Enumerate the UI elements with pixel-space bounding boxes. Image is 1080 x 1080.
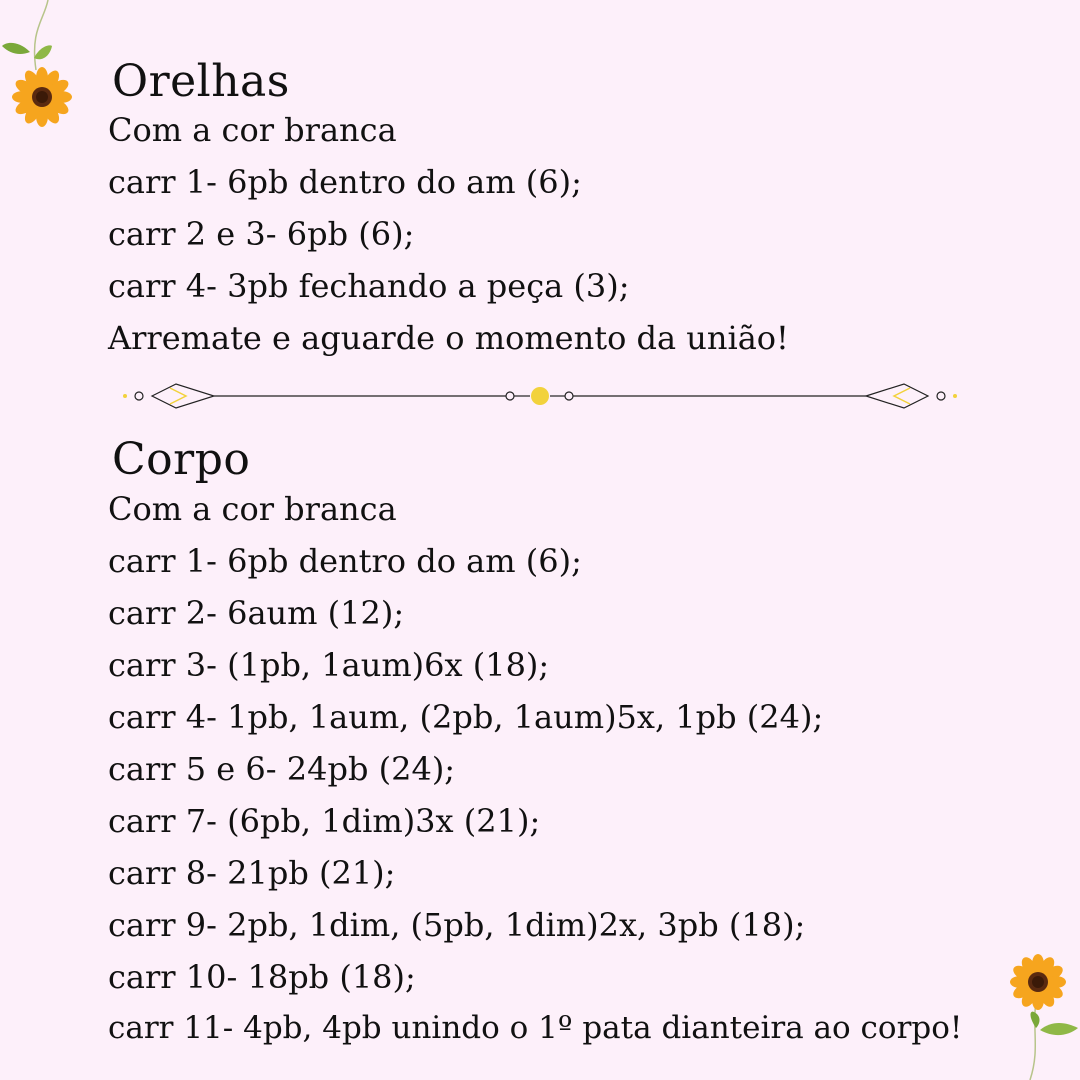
sunflower-bottom-right-icon bbox=[1000, 950, 1080, 1080]
instruction-line: carr 11- 4pb, 4pb unindo o 1º pata dianteira ao corpo! bbox=[108, 1010, 963, 1046]
instruction-line: carr 9- 2pb, 1dim, (5pb, 1dim)2x, 3pb (18); bbox=[108, 906, 806, 944]
instruction-line: carr 1- 6pb dentro do am (6); bbox=[108, 542, 582, 580]
instruction-line: carr 3- (1pb, 1aum)6x (18); bbox=[108, 646, 550, 684]
section-title-orelhas: Orelhas bbox=[112, 56, 290, 107]
instruction-line: carr 4- 3pb fechando a peça (3); bbox=[108, 267, 630, 305]
instruction-line: carr 7- (6pb, 1dim)3x (21); bbox=[108, 802, 541, 840]
instruction-line: carr 4- 1pb, 1aum, (2pb, 1aum)5x, 1pb (24); bbox=[108, 698, 824, 736]
instruction-line: carr 10- 18pb (18); bbox=[108, 958, 416, 996]
instruction-line: carr 1- 6pb dentro do am (6); bbox=[108, 163, 582, 201]
instruction-line: carr 2 e 3- 6pb (6); bbox=[108, 215, 415, 253]
instruction-line: Com a cor branca bbox=[108, 111, 397, 149]
instruction-line: Com a cor branca bbox=[108, 490, 397, 528]
divider-ornament bbox=[118, 380, 962, 412]
sunflower-top-left-icon bbox=[0, 0, 80, 130]
instruction-line: carr 2- 6aum (12); bbox=[108, 594, 405, 632]
instruction-line: carr 5 e 6- 24pb (24); bbox=[108, 750, 456, 788]
instruction-line: Arremate e aguarde o momento da união! bbox=[108, 319, 789, 357]
instruction-line: carr 8- 21pb (21); bbox=[108, 854, 396, 892]
section-title-corpo: Corpo bbox=[112, 434, 251, 485]
